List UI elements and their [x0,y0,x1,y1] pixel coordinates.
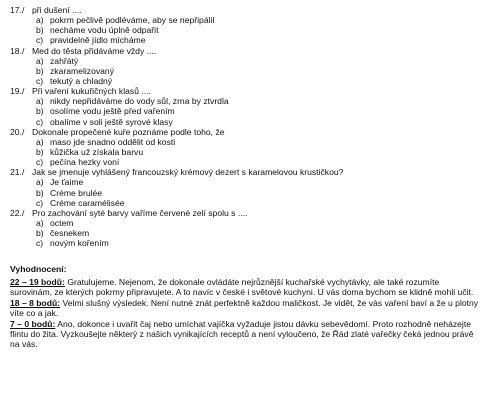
evaluation-result-low [10,319,490,349]
answer-option [36,218,490,228]
evaluation-result-high [10,277,490,297]
answer-letter: a) [36,217,44,228]
answer-option [36,25,490,35]
evaluation-result-mid [10,298,490,318]
answer-text: pokrm pečlivě podléváme, aby se nepřipálil [50,15,215,26]
answer-letter: c) [36,197,44,208]
answer-text: novým kořením [50,238,109,249]
answer-option [36,228,490,238]
answer-option [36,56,490,66]
answer-option [36,177,490,187]
question-text: při dušení .... [32,5,82,15]
question-text: Dokonale propečené kuře poznáme podle toho, že [32,126,225,137]
answer-list [36,15,490,45]
answer-letter: c) [36,75,44,86]
answer-letter: c) [36,116,44,127]
answer-letter: b) [36,146,44,157]
result-text: Gratulujeme. Nejenom, že dokonale ovládáte nejrůznější kuchařské vychytávky, ale také rozumíte surovinám, ze kterých pokrmy připravujete. A to navíc v české i světové kuchyni. U vás doma bychom se klidně mohli učit. [10,276,474,297]
answer-option [36,147,490,157]
answer-list [36,177,490,207]
answer-text: Créme brulée [50,187,103,198]
answer-text: nikdy nepřidáváme do vody sůl, zrna by ztvrdla [50,96,229,107]
score-range: 18 – 8 bodů: [10,297,61,308]
answer-option [36,96,490,106]
answer-letter: c) [36,238,44,249]
answer-text: kůžička už získala barvu [50,146,144,157]
answer-text: maso jde snadno oddělit od kosti [50,136,176,147]
answer-list [36,218,490,248]
answer-option [36,157,490,167]
question-text: Pro zachování syté barvy vaříme červené zelí spolu s .... [32,207,248,218]
answer-letter: b) [36,25,44,36]
answer-option [36,198,490,208]
answer-letter: b) [36,187,44,198]
answer-text: zkaramelizovaný [50,65,114,76]
question-list [10,5,490,248]
question-number: 21./ [10,167,25,178]
score-range: 7 – 0 bodů: [10,319,56,330]
answer-text: pečína hezky voní [50,157,120,168]
answer-text: osolíme vodu ještě před vařením [50,106,175,117]
question-18 [10,46,490,87]
answer-letter: a) [36,177,44,188]
answer-letter: b) [36,65,44,76]
answer-list [36,137,490,167]
evaluation-title: Vyhodnocení: [10,264,67,275]
answer-letter: a) [36,55,44,66]
answer-letter: c) [36,35,44,46]
question-17 [10,5,490,46]
question-19 [10,86,490,127]
question-20 [10,127,490,168]
answer-text: Je ťaime [50,177,84,188]
answer-text: Créme caramélisée [50,197,125,208]
answer-option [36,137,490,147]
question-number: 18./ [10,45,25,56]
question-number: 22./ [10,207,25,218]
answer-letter: b) [36,106,44,117]
answer-text: česnekem [50,228,90,239]
answer-option [36,238,490,248]
answer-text: necháme vodu úplně odpařit [50,25,159,36]
answer-letter: b) [36,228,44,239]
answer-option [36,66,490,76]
question-text: Med do těsta přidáváme vždy .... [32,45,157,56]
answer-letter: a) [36,136,44,147]
question-22 [10,208,490,249]
question-text: Při vaření kukuřičných klasů .... [32,86,151,97]
answer-option [36,15,490,25]
answer-option [36,35,490,45]
answer-text: zahřátý [50,55,79,66]
evaluation-section [10,264,490,349]
answer-text: tekutý a chladný [50,75,113,86]
answer-option [36,117,490,127]
answer-list [36,56,490,86]
answer-option [36,188,490,198]
question-number: 20./ [10,126,25,137]
answer-list [36,96,490,126]
answer-text: pravidelně jídlo mícháme [50,35,146,46]
score-range: 22 – 19 bodů: [10,276,65,287]
answer-option [36,76,490,86]
answer-letter: c) [36,157,44,168]
answer-text: obalíme v soli ještě syrové klasy [50,116,173,127]
answer-letter: a) [36,15,44,26]
answer-letter: a) [36,96,44,107]
question-number: 17./ [10,5,25,15]
question-text: Jak se jmenuje vyhlášený francouzský krémový dezert s karamelovou krustičkou? [32,167,344,178]
result-text: Velmi slušný výsledek. Není nutné znát perfektně každou maličkost. Je vidět, že vás vaření baví a že u plotny víte co a jak. [10,297,479,318]
result-text: Ano, dokonce i uvařit čaj nebo umíchat vajíčka vyžaduje jistou dávku sebevědomí. Proto rozhodně neházejte flintu do žita. Vyzkoušejte některý z našich vynikajících receptů a není vyloučeno, že Řád zlaté vařečky čeká jednou právě na vás. [10,319,474,350]
question-number: 19./ [10,86,25,97]
answer-option [36,106,490,116]
question-21 [10,167,490,208]
answer-text: octem [50,217,74,228]
